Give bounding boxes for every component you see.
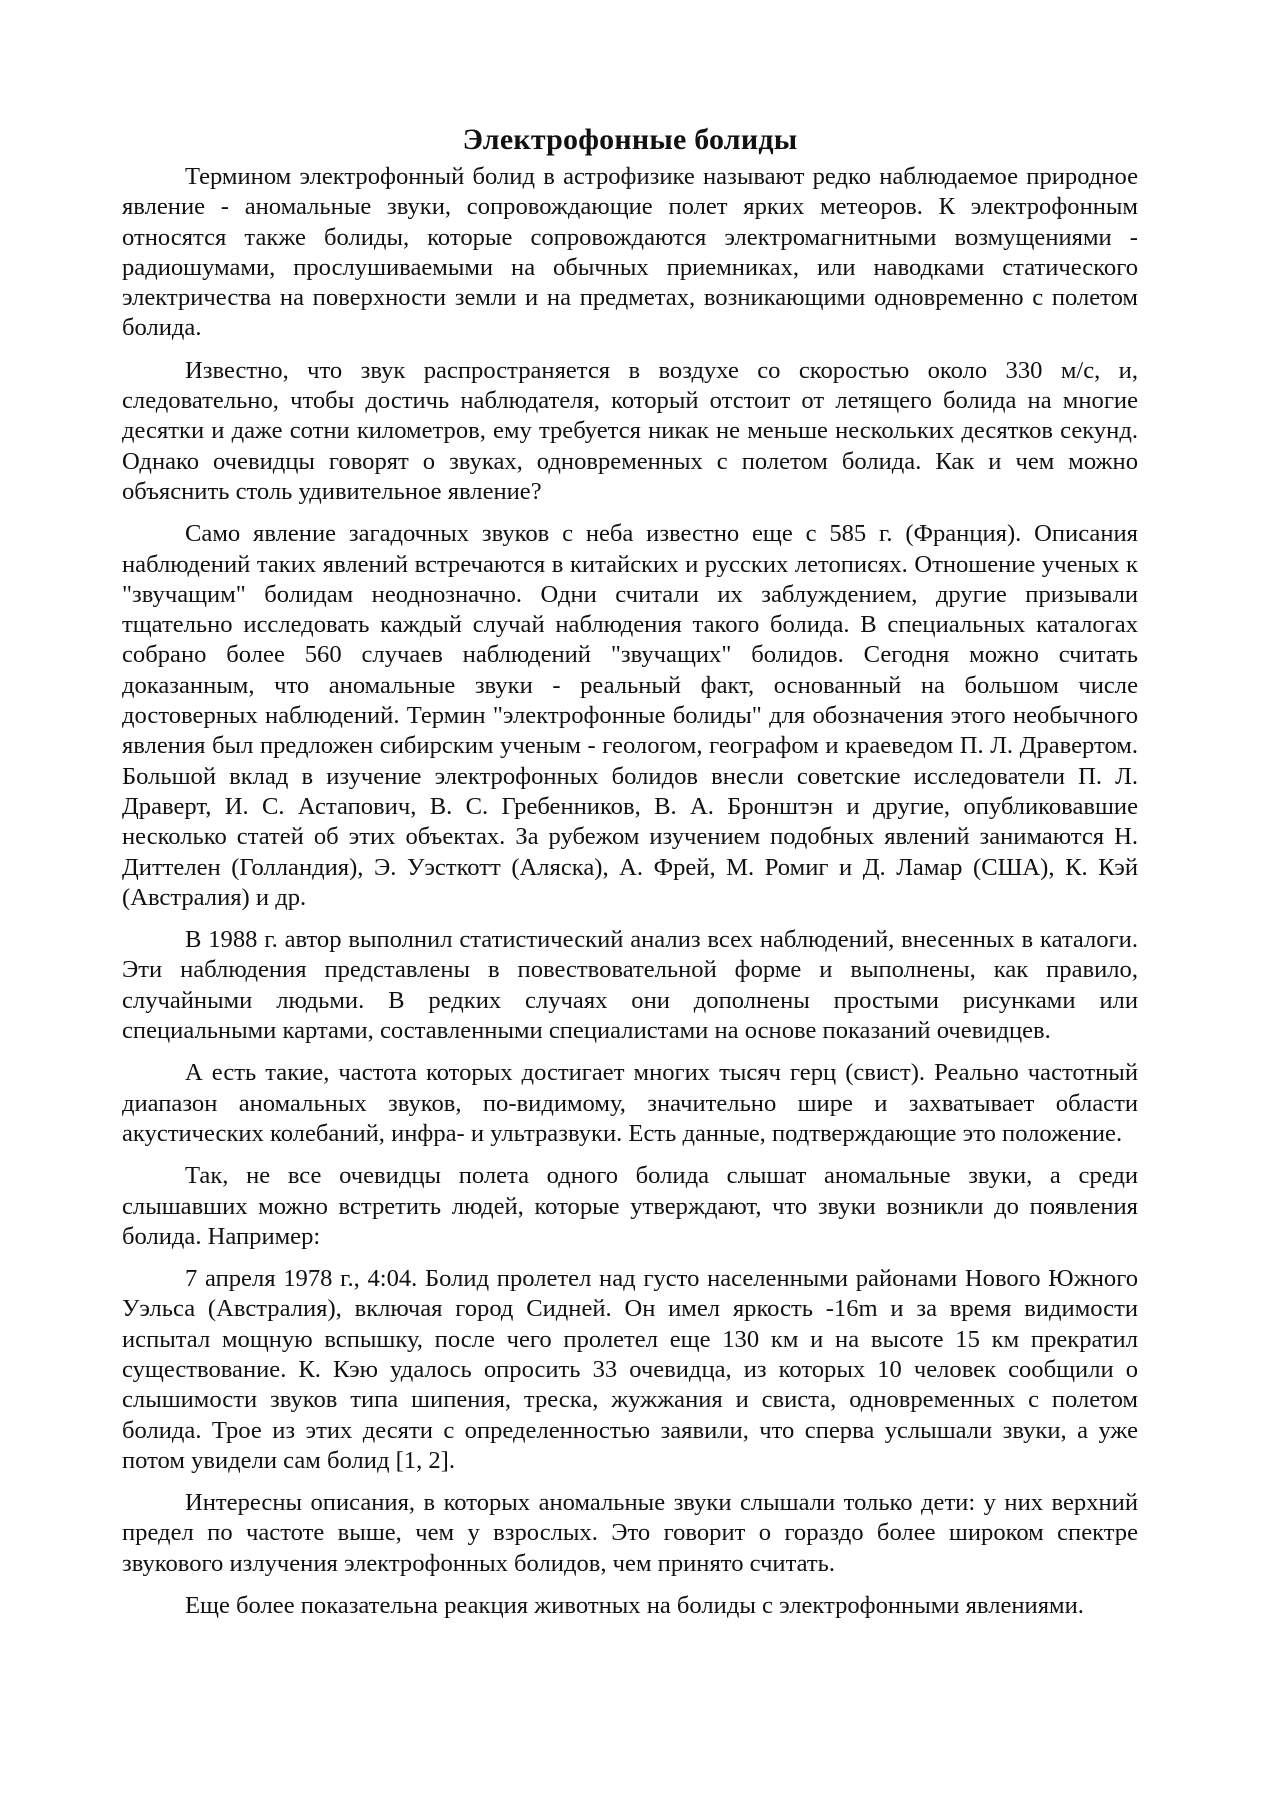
paragraph-2: Известно, что звук распространяется в воздухе со скоростью около 330 м/с, и, следовательно, чтобы достичь наблюдателя, который отстоит от летящего болида на многие десятки и даже сотни километров, ему требуется никак не меньше нескольких десятков секунд. Однако очевидцы говорят о звуках, одновременных с полетом болида. Как и чем можно объяснить столь удивительное явление? xyxy=(122,356,1138,505)
paragraph-9: Еще более показательна реакция животных на болиды с электрофонными явлениями. xyxy=(185,1592,1084,1620)
paragraph-8: Интересны описания, в которых аномальные звуки слышали только дети: у них верхний предел по частоте выше, чем у взрослых. Это говорит о гораздо более широком спектре звукового излучения электрофонных болидов, чем принято считать. xyxy=(122,1489,1138,1577)
paragraph-7: 7 апреля 1978 г., 4:04. Болид пролетел над густо населенными районами Нового Южного Уэльса (Австралия), включая город Сидней. Он имел яркость -16m и за время видимости испытал мощную вспышку, после чего пролетел еще 130 км и на высоте 15 км прекратил существование. К. Кэю удалось опросить 33 очевидца, из которых 10 человек сообщили о слышимости звуков типа шипения, треска, жужжания и свиста, одновременных с полетом болида. Трое из этих десяти с определенностью заявили, что сперва услышали звуки, а уже потом увидели сам болид [1, 2]. xyxy=(122,1265,1138,1474)
paragraph-4: В 1988 г. автор выполнил статистический анализ всех наблюдений, внесенных в каталоги. Эти наблюдения представлены в повествовательной форме и выполнены, как правило, случайными людьми. В редких случаях они дополнены простыми рисунками или специальными картами, составленными специалистами на основе показаний очевидцев. xyxy=(122,926,1138,1045)
document-page xyxy=(122,122,1138,1633)
document-title: Электрофонные болиды xyxy=(462,123,798,156)
paragraph-3: Само явление загадочных звуков с неба известно еще с 585 г. (Франция). Описания наблюдений таких явлений встречаются в китайских и русских летописях. Отношение ученых к "звучащим" болидам неоднозначно. Одни считали их заблуждением, другие призывали тщательно исследовать каждый случай наблюдения такого болида. В специальных каталогах собрано более 560 случаев наблюдений "звучащих" болидов. Сегодня можно считать доказанным, что аномальные звуки - реальный факт, основанный на большом числе достоверных наблюдений. Термин "электрофонные болиды" для обозначения этого необычного явления был предложен сибирским ученым - геологом, географом и краеведом П. Л. Дравертом. Большой вклад в изучение электрофонных болидов внесли советские исследователи П. Л. Драверт, И. С. Астапович, В. С. Гребенников, В. А. Бронштэн и другие, опубликовавшие несколько статей об этих объектах. За рубежом изучением подобных явлений занимаются Н. Диттелен (Голландия), Э. Уэсткотт (Аляска), А. Фрей, М. Ромиг и Д. Ламар (США), К. Кэй (Австралия) и др. xyxy=(122,520,1138,911)
paragraph-6: Так, не все очевидцы полета одного болида слышат аномальные звуки, а среди слышавших можно встретить людей, которые утверждают, что звуки возникли до появления болида. Например: xyxy=(122,1162,1138,1250)
paragraph-5: А есть такие, частота которых достигает многих тысяч герц (свист). Реально частотный диапазон аномальных звуков, по-видимому, значительно шире и захватывает области акустических колебаний, инфра- и ультразвуки. Есть данные, подтверждающие это положение. xyxy=(122,1059,1138,1147)
paragraph-1: Термином электрофонный болид в астрофизике называют редко наблюдаемое природное явление - аномальные звуки, сопровождающие полет ярких метеоров. К электрофонным относятся также болиды, которые сопровождаются электромагнитными возмущениями - радиошумами, прослушиваемыми на обычных приемниках, или наводками статического электричества на поверхности земли и на предметах, возникающими одновременно с полетом болида. xyxy=(122,163,1138,342)
